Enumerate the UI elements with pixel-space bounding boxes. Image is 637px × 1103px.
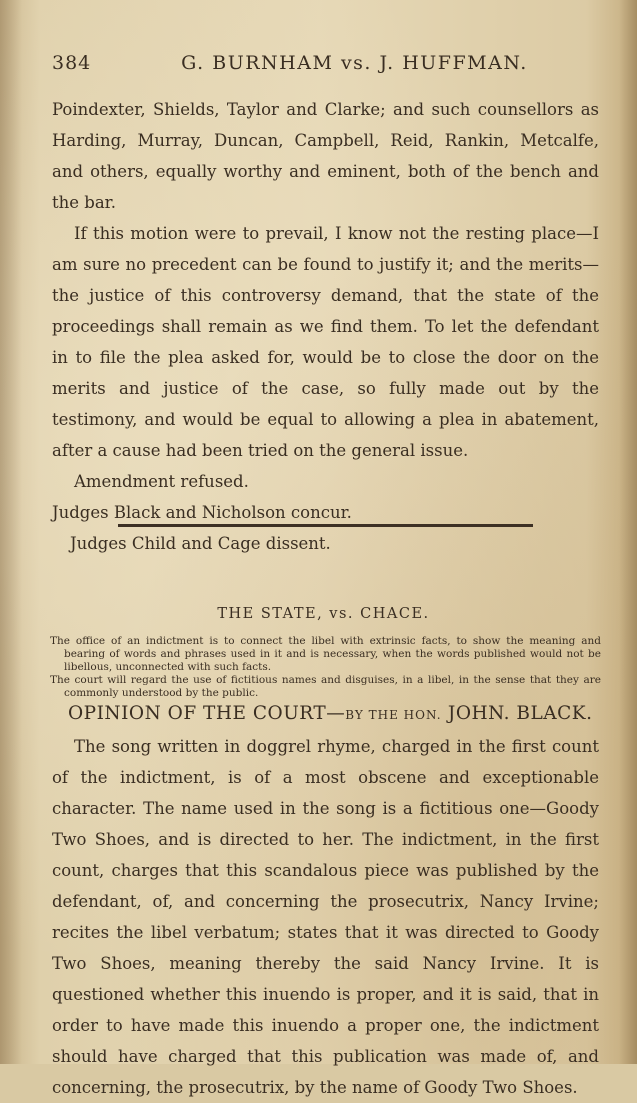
opinion-paragraph: The song written in doggrel rhyme, charged in the first count of the indictment, is of a most obscene and exceptionable character. The name used in the song is a fictitious one—Goody Two Shoes, and is directed to her. The indictment, in the first count, charges that this scandalous piece was published by the defendant, of, and concerning the prosecutrix, Nancy Irvine; recites the libel verbatum; states that it was directed to Goody Two Shoes, meaning thereby the said Nancy Irvine. It is questioned whether this inuendo is proper, and it is said, that in order to have made this inuendo a proper one, the indictment should have charged that this publication was made of, and concerning, the prosecutrix, by the name of Goody Two Shoes. — [52, 737, 599, 1097]
dissent-line: Judges Child and Cage dissent. — [70, 534, 331, 553]
opinion-heading-by: BY THE HON. — [345, 708, 442, 722]
opinion-block — [52, 731, 599, 1103]
case-syllabus — [50, 635, 601, 700]
concur-line: Judges Black and Nicholson concur. — [52, 503, 352, 522]
spine-shadow — [0, 0, 22, 1064]
running-head: G. BURNHAM vs. J. HUFFMAN. — [181, 52, 528, 74]
continued-paragraph: Poindexter, Shields, Taylor and Clarke; and such counsellors as Harding, Murray, Duncan, Campbell, Reid, Rankin, Metcalfe, and others, equally worthy and eminent, both of the bench and the bar. — [52, 100, 599, 212]
top-text-block — [52, 94, 599, 559]
syllabus-point: The office of an indictment is to connect the libel with extrinsic facts, to show the meaning and bearing of words and phrases used in it and is necessary, when the words published would not be libellous, unconnected with such facts. — [50, 635, 601, 673]
case-title: THE STATE, vs. CHACE. — [217, 606, 430, 622]
opinion-heading-main: OPINION OF THE COURT— — [68, 703, 346, 724]
opinion-heading-name: JOHN. BLACK. — [441, 703, 593, 724]
ruling-line: Amendment refused. — [74, 472, 249, 491]
page-edge-shadow — [619, 0, 637, 1064]
page-number: 384 — [52, 52, 92, 74]
syllabus-point: The court will regard the use of fictitious names and disguises, in a libel, in the sense that they are commonly understood by the public. — [50, 674, 601, 699]
section-divider — [118, 524, 533, 527]
page-header — [52, 52, 597, 82]
opinion-heading — [68, 703, 601, 724]
argument-paragraph: If this motion were to prevail, I know not the resting place—I am sure no precedent can be found to justify it; and the merits—the justice of this controversy demand, that the state of the proceedings shall remain as we find them. To let the defendant in to file the plea asked for, would be to close the door on the merits and justice of the case, so fully made out by the testimony, and would be equal to allowing a plea in abatement, after a cause had been tried on the general issue. — [52, 224, 599, 460]
